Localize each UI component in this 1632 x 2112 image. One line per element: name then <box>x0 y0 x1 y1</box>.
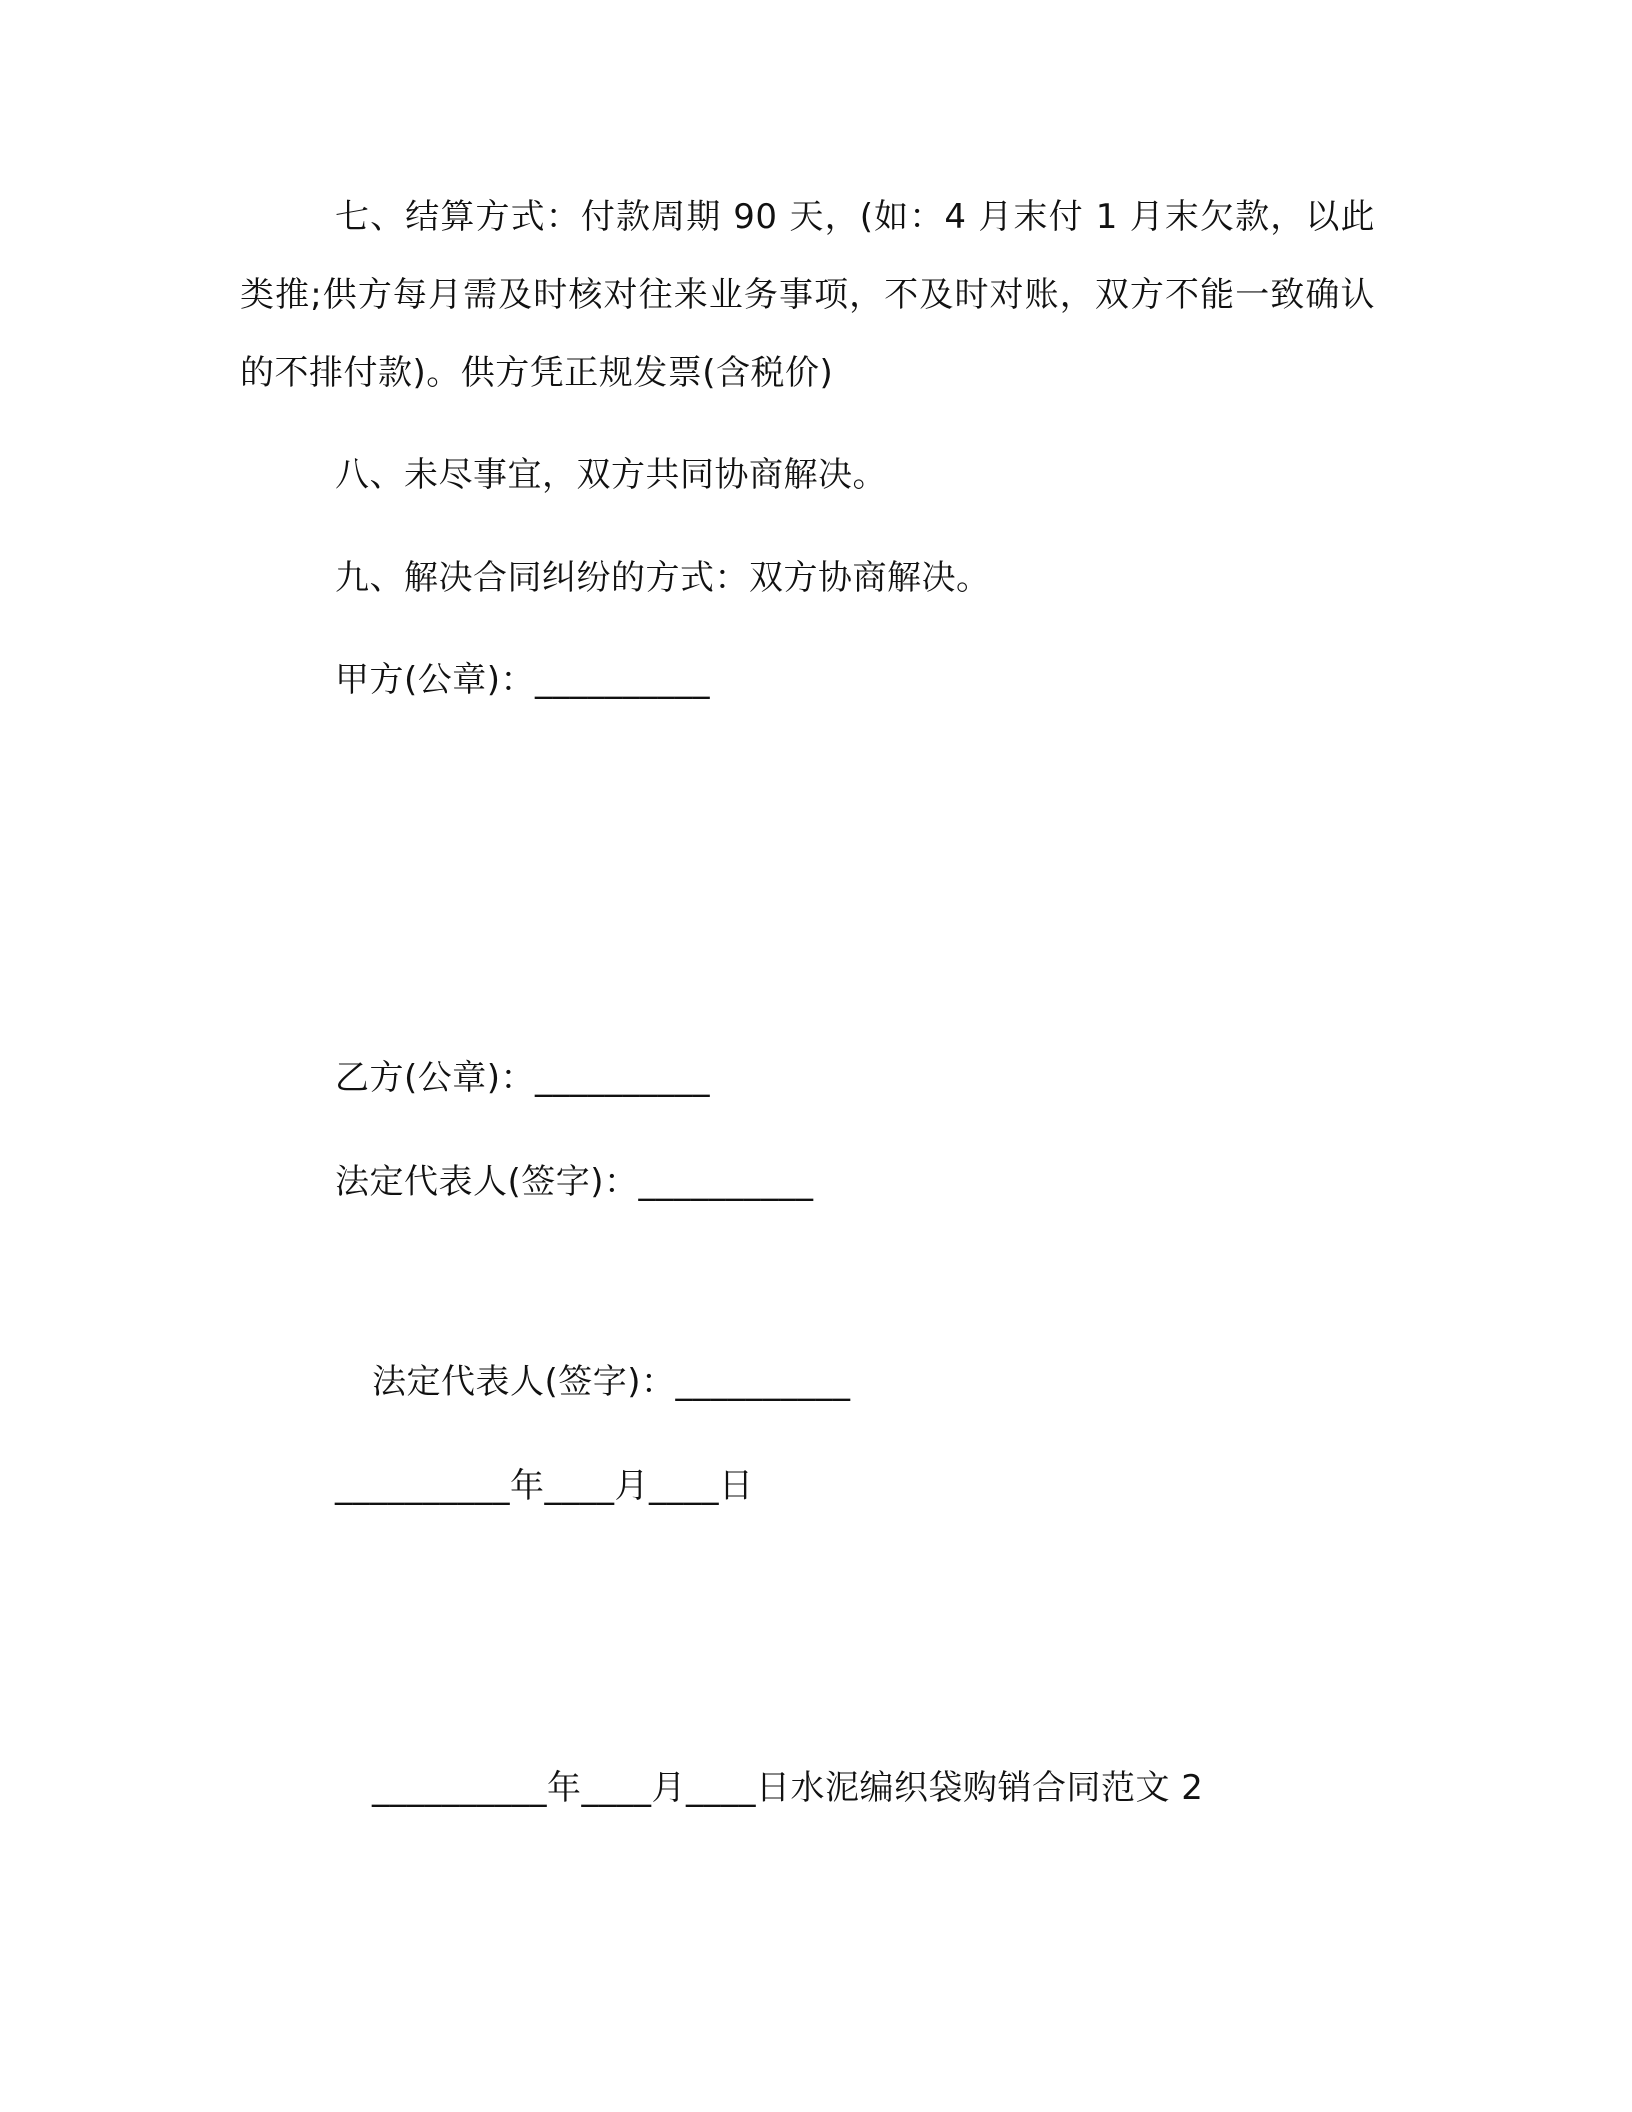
clause-8-unresolved-matters: 八、未尽事宜，双方共同协商解决。 <box>335 455 887 495</box>
date-line-1: __________年____月____日 <box>335 1466 754 1506</box>
date-line-2-next-title: __________年____月____日水泥编织袋购销合同范文 2 <box>372 1768 1204 1808</box>
party-b-seal-line: 乙方(公章)：__________ <box>335 1058 711 1098</box>
party-a-seal-line: 甲方(公章)：__________ <box>335 660 711 700</box>
legal-representative-signature-2: 法定代表人(签字)：__________ <box>372 1362 851 1402</box>
clause-9-dispute-resolution: 九、解决合同纠纷的方式：双方协商解决。 <box>335 558 991 598</box>
clause-7-settlement: 七、结算方式：付款周期 90 天，(如：4 月末付 1 月末欠款，以此类推;供方每月需及时核对往来业务事项，不及时对账，双方不能一致确认的不排付款)。供方凭正规发票(含税价) <box>240 197 1375 393</box>
legal-representative-signature-1: 法定代表人(签字)：__________ <box>335 1162 814 1202</box>
